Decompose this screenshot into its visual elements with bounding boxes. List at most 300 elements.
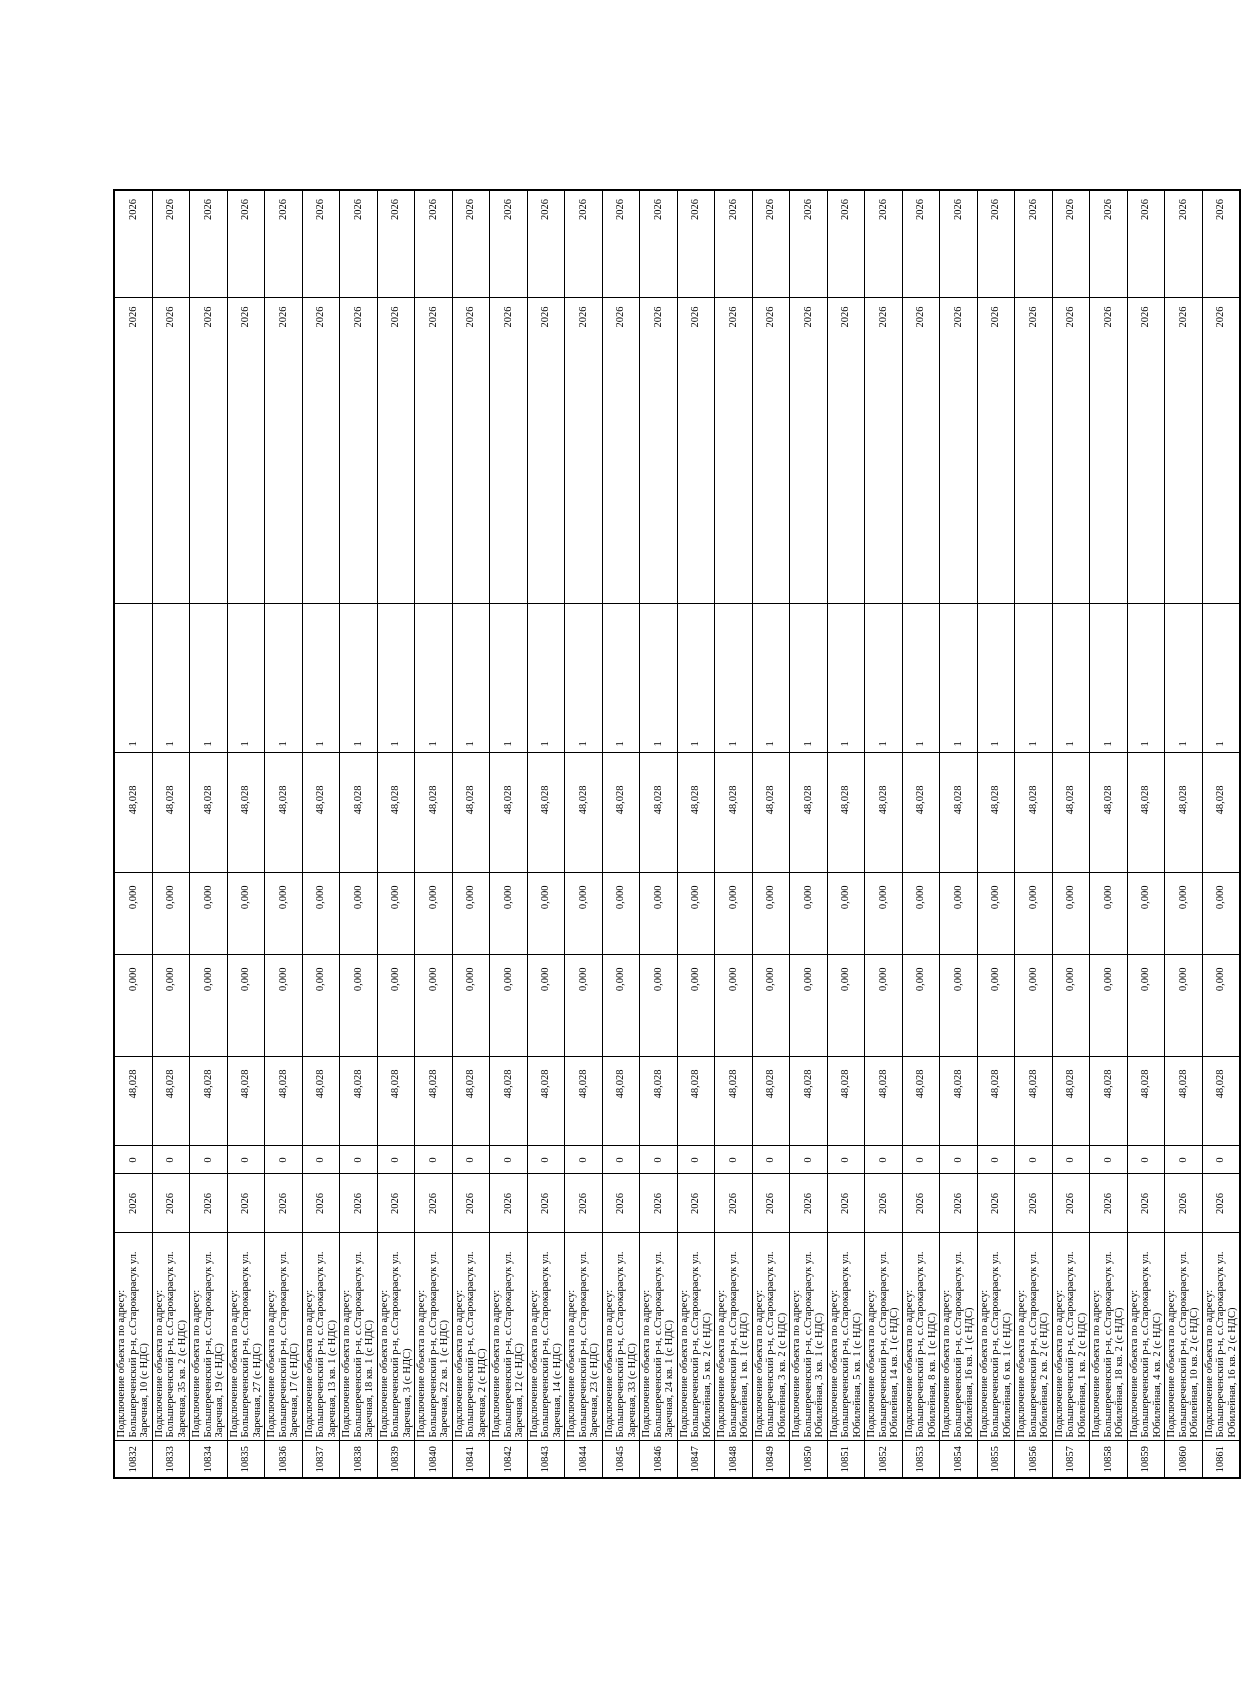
total-cost-cell: 48,028 <box>1052 1057 1090 1146</box>
start-year-cell: 2026 <box>677 1174 715 1233</box>
value-3-cell: 48,028 <box>640 753 678 873</box>
total-cost-cell: 48,028 <box>1127 1057 1165 1146</box>
quantity-cell: 1 <box>790 604 828 753</box>
value-2-cell: 0,000 <box>452 873 490 955</box>
year-b-cell: 2026 <box>790 190 828 298</box>
quantity-cell: 1 <box>340 604 378 753</box>
year-a-cell: 2026 <box>527 298 565 604</box>
value-2-cell: 0,000 <box>865 873 903 955</box>
value-3-cell: 48,028 <box>752 753 790 873</box>
total-cost-cell: 48,028 <box>190 1057 228 1146</box>
zero-value-cell: 0 <box>827 1146 865 1174</box>
zero-value-cell: 0 <box>415 1146 453 1174</box>
table-row <box>752 190 790 1478</box>
value-1-cell: 0,000 <box>490 955 528 1057</box>
value-3-cell: 48,028 <box>602 753 640 873</box>
total-cost-cell: 48,028 <box>715 1057 753 1146</box>
value-1-cell: 0,000 <box>1090 955 1128 1057</box>
description-cell: Подключение объекта по адресу: Большереченский р-н, с.Старокарасук ул. Заречная, 12 (с НДС) <box>490 1233 528 1441</box>
row-id-cell: 10832 <box>114 1441 152 1478</box>
value-1-cell: 0,000 <box>677 955 715 1057</box>
year-a-cell: 2026 <box>602 298 640 604</box>
row-id-cell: 10847 <box>677 1441 715 1478</box>
value-1-cell: 0,000 <box>790 955 828 1057</box>
description-cell: Подключение объекта по адресу: Большереченский р-н, с.Старокарасук ул. Юбилейная, 1 кв. 1 (с НДС) <box>715 1233 753 1441</box>
quantity-cell: 1 <box>377 604 415 753</box>
description-cell: Подключение объекта по адресу: Большереченский р-н, с.Старокарасук ул. Заречная, 2 (с НДС) <box>452 1233 490 1441</box>
value-2-cell: 0,000 <box>940 873 978 955</box>
start-year-cell: 2026 <box>190 1174 228 1233</box>
quantity-cell: 1 <box>640 604 678 753</box>
start-year-cell: 2026 <box>265 1174 303 1233</box>
year-b-cell: 2026 <box>1202 190 1240 298</box>
value-3-cell: 48,028 <box>377 753 415 873</box>
start-year-cell: 2026 <box>790 1174 828 1233</box>
value-2-cell: 0,000 <box>1015 873 1053 955</box>
year-a-cell: 2026 <box>1015 298 1053 604</box>
zero-value-cell: 0 <box>227 1146 265 1174</box>
start-year-cell: 2026 <box>827 1174 865 1233</box>
value-3-cell: 48,028 <box>302 753 340 873</box>
value-3-cell: 48,028 <box>152 753 190 873</box>
value-2-cell: 0,000 <box>152 873 190 955</box>
year-b-cell: 2026 <box>902 190 940 298</box>
year-a-cell: 2026 <box>1165 298 1203 604</box>
start-year-cell: 2026 <box>865 1174 903 1233</box>
start-year-cell: 2026 <box>977 1174 1015 1233</box>
row-id-cell: 10860 <box>1165 1441 1203 1478</box>
value-3-cell: 48,028 <box>265 753 303 873</box>
value-2-cell: 0,000 <box>527 873 565 955</box>
value-2-cell: 0,000 <box>1052 873 1090 955</box>
quantity-cell: 1 <box>565 604 603 753</box>
year-b-cell: 2026 <box>377 190 415 298</box>
start-year-cell: 2026 <box>340 1174 378 1233</box>
year-b-cell: 2026 <box>715 190 753 298</box>
description-cell: Подключение объекта по адресу: Большереченский р-н, с.Старокарасук ул. Заречная, 17 (с НДС) <box>265 1233 303 1441</box>
value-1-cell: 0,000 <box>1015 955 1053 1057</box>
year-b-cell: 2026 <box>1090 190 1128 298</box>
table-row <box>565 190 603 1478</box>
value-2-cell: 0,000 <box>715 873 753 955</box>
description-cell: Подключение объекта по адресу: Большереченский р-н, с.Старокарасук ул. Заречная, 14 (с НДС) <box>527 1233 565 1441</box>
year-a-cell: 2026 <box>415 298 453 604</box>
value-3-cell: 48,028 <box>1165 753 1203 873</box>
table-body <box>114 190 1240 1478</box>
year-a-cell: 2026 <box>827 298 865 604</box>
row-id-cell: 10845 <box>602 1441 640 1478</box>
value-2-cell: 0,000 <box>302 873 340 955</box>
table-row <box>265 190 303 1478</box>
value-1-cell: 0,000 <box>340 955 378 1057</box>
description-cell: Подключение объекта по адресу: Большереченский р-н, с.Старокарасук ул. Юбилейная, 16 кв. 2 (с НДС) <box>1202 1233 1240 1441</box>
total-cost-cell: 48,028 <box>1165 1057 1203 1146</box>
start-year-cell: 2026 <box>114 1174 152 1233</box>
value-3-cell: 48,028 <box>677 753 715 873</box>
value-1-cell: 0,000 <box>640 955 678 1057</box>
value-1-cell: 0,000 <box>1202 955 1240 1057</box>
zero-value-cell: 0 <box>565 1146 603 1174</box>
start-year-cell: 2026 <box>940 1174 978 1233</box>
total-cost-cell: 48,028 <box>490 1057 528 1146</box>
year-a-cell: 2026 <box>302 298 340 604</box>
table-row <box>415 190 453 1478</box>
value-3-cell: 48,028 <box>1090 753 1128 873</box>
value-3-cell: 48,028 <box>790 753 828 873</box>
year-a-cell: 2026 <box>490 298 528 604</box>
value-3-cell: 48,028 <box>902 753 940 873</box>
year-b-cell: 2026 <box>190 190 228 298</box>
zero-value-cell: 0 <box>790 1146 828 1174</box>
value-2-cell: 0,000 <box>1165 873 1203 955</box>
description-cell: Подключение объекта по адресу: Большереченский р-н, с.Старокарасук ул. Заречная, 24 кв. 1 (с НДС) <box>640 1233 678 1441</box>
table-row <box>977 190 1015 1478</box>
quantity-cell: 1 <box>1202 604 1240 753</box>
value-3-cell: 48,028 <box>865 753 903 873</box>
table-row <box>452 190 490 1478</box>
value-3-cell: 48,028 <box>415 753 453 873</box>
zero-value-cell: 0 <box>602 1146 640 1174</box>
quantity-cell: 1 <box>452 604 490 753</box>
quantity-cell: 1 <box>190 604 228 753</box>
table-row <box>640 190 678 1478</box>
value-1-cell: 0,000 <box>377 955 415 1057</box>
table-row <box>527 190 565 1478</box>
year-b-cell: 2026 <box>827 190 865 298</box>
year-a-cell: 2026 <box>1127 298 1165 604</box>
row-id-cell: 10841 <box>452 1441 490 1478</box>
description-cell: Подключение объекта по адресу: Большереченский р-н, с.Старокарасук ул. Юбилейная, 14 кв. 1 (с НДС) <box>865 1233 903 1441</box>
row-id-cell: 10849 <box>752 1441 790 1478</box>
value-2-cell: 0,000 <box>790 873 828 955</box>
quantity-cell: 1 <box>902 604 940 753</box>
zero-value-cell: 0 <box>640 1146 678 1174</box>
value-3-cell: 48,028 <box>1052 753 1090 873</box>
description-cell: Подключение объекта по адресу: Большереченский р-н, с.Старокарасук ул. Заречная, 19 (с НДС) <box>190 1233 228 1441</box>
year-b-cell: 2026 <box>490 190 528 298</box>
value-2-cell: 0,000 <box>1090 873 1128 955</box>
zero-value-cell: 0 <box>752 1146 790 1174</box>
value-2-cell: 0,000 <box>490 873 528 955</box>
start-year-cell: 2026 <box>602 1174 640 1233</box>
total-cost-cell: 48,028 <box>640 1057 678 1146</box>
value-2-cell: 0,000 <box>677 873 715 955</box>
table-row <box>1015 190 1053 1478</box>
zero-value-cell: 0 <box>190 1146 228 1174</box>
value-1-cell: 0,000 <box>977 955 1015 1057</box>
start-year-cell: 2026 <box>152 1174 190 1233</box>
description-cell: Подключение объекта по адресу: Большереченский р-н, с.Старокарасук ул. Заречная, 13 кв. 1 (с НДС) <box>302 1233 340 1441</box>
year-a-cell: 2026 <box>715 298 753 604</box>
start-year-cell: 2026 <box>1052 1174 1090 1233</box>
year-b-cell: 2026 <box>265 190 303 298</box>
year-a-cell: 2026 <box>677 298 715 604</box>
year-b-cell: 2026 <box>977 190 1015 298</box>
zero-value-cell: 0 <box>1165 1146 1203 1174</box>
row-id-cell: 10851 <box>827 1441 865 1478</box>
table-row <box>1052 190 1090 1478</box>
year-b-cell: 2026 <box>940 190 978 298</box>
quantity-cell: 1 <box>302 604 340 753</box>
table-row <box>1165 190 1203 1478</box>
description-cell: Подключение объекта по адресу: Большереченский р-н, с.Старокарасук ул. Заречная, 27 (с НДС) <box>227 1233 265 1441</box>
zero-value-cell: 0 <box>865 1146 903 1174</box>
total-cost-cell: 48,028 <box>340 1057 378 1146</box>
zero-value-cell: 0 <box>302 1146 340 1174</box>
year-a-cell: 2026 <box>640 298 678 604</box>
value-3-cell: 48,028 <box>340 753 378 873</box>
row-id-cell: 10850 <box>790 1441 828 1478</box>
start-year-cell: 2026 <box>527 1174 565 1233</box>
start-year-cell: 2026 <box>1090 1174 1128 1233</box>
value-3-cell: 48,028 <box>1015 753 1053 873</box>
zero-value-cell: 0 <box>377 1146 415 1174</box>
quantity-cell: 1 <box>940 604 978 753</box>
quantity-cell: 1 <box>152 604 190 753</box>
value-2-cell: 0,000 <box>565 873 603 955</box>
description-cell: Подключение объекта по адресу: Большереченский р-н, с.Старокарасук ул. Заречная, 3 (с НДС) <box>377 1233 415 1441</box>
quantity-cell: 1 <box>227 604 265 753</box>
year-b-cell: 2026 <box>1052 190 1090 298</box>
value-2-cell: 0,000 <box>752 873 790 955</box>
quantity-cell: 1 <box>977 604 1015 753</box>
year-b-cell: 2026 <box>227 190 265 298</box>
quantity-cell: 1 <box>1165 604 1203 753</box>
value-1-cell: 0,000 <box>902 955 940 1057</box>
value-1-cell: 0,000 <box>752 955 790 1057</box>
total-cost-cell: 48,028 <box>377 1057 415 1146</box>
value-3-cell: 48,028 <box>940 753 978 873</box>
total-cost-cell: 48,028 <box>1015 1057 1053 1146</box>
zero-value-cell: 0 <box>1202 1146 1240 1174</box>
year-a-cell: 2026 <box>865 298 903 604</box>
start-year-cell: 2026 <box>752 1174 790 1233</box>
value-1-cell: 0,000 <box>527 955 565 1057</box>
table-row <box>190 190 228 1478</box>
table-row <box>114 190 152 1478</box>
total-cost-cell: 48,028 <box>452 1057 490 1146</box>
table-row <box>152 190 190 1478</box>
table-row <box>677 190 715 1478</box>
year-b-cell: 2026 <box>752 190 790 298</box>
table-row <box>227 190 265 1478</box>
year-a-cell: 2026 <box>1052 298 1090 604</box>
value-3-cell: 48,028 <box>227 753 265 873</box>
year-b-cell: 2026 <box>1127 190 1165 298</box>
zero-value-cell: 0 <box>715 1146 753 1174</box>
zero-value-cell: 0 <box>452 1146 490 1174</box>
total-cost-cell: 48,028 <box>752 1057 790 1146</box>
year-b-cell: 2026 <box>527 190 565 298</box>
quantity-cell: 1 <box>752 604 790 753</box>
value-2-cell: 0,000 <box>190 873 228 955</box>
zero-value-cell: 0 <box>977 1146 1015 1174</box>
description-cell: Подключение объекта по адресу: Большереченский р-н, с.Старокарасук ул. Юбилейная, 4 кв. 2 (с НДС) <box>1127 1233 1165 1441</box>
row-id-cell: 10857 <box>1052 1441 1090 1478</box>
value-3-cell: 48,028 <box>452 753 490 873</box>
year-b-cell: 2026 <box>865 190 903 298</box>
description-cell: Подключение объекта по адресу: Большереченский р-н, с.Старокарасук ул. Юбилейная, 6 кв. 1 (с НДС) <box>977 1233 1015 1441</box>
total-cost-cell: 48,028 <box>415 1057 453 1146</box>
quantity-cell: 1 <box>265 604 303 753</box>
quantity-cell: 1 <box>1127 604 1165 753</box>
value-1-cell: 0,000 <box>865 955 903 1057</box>
description-cell: Подключение объекта по адресу: Большереченский р-н, с.Старокарасук ул. Юбилейная, 16 кв. 1 (с НДС) <box>940 1233 978 1441</box>
year-a-cell: 2026 <box>565 298 603 604</box>
quantity-cell: 1 <box>1052 604 1090 753</box>
value-3-cell: 48,028 <box>114 753 152 873</box>
row-id-cell: 10854 <box>940 1441 978 1478</box>
table-row <box>790 190 828 1478</box>
year-b-cell: 2026 <box>152 190 190 298</box>
table-row <box>715 190 753 1478</box>
row-id-cell: 10859 <box>1127 1441 1165 1478</box>
row-id-cell: 10858 <box>1090 1441 1128 1478</box>
value-1-cell: 0,000 <box>114 955 152 1057</box>
start-year-cell: 2026 <box>1015 1174 1053 1233</box>
year-a-cell: 2026 <box>902 298 940 604</box>
value-2-cell: 0,000 <box>977 873 1015 955</box>
zero-value-cell: 0 <box>265 1146 303 1174</box>
rotated-page <box>113 191 1238 1479</box>
row-id-cell: 10833 <box>152 1441 190 1478</box>
value-2-cell: 0,000 <box>602 873 640 955</box>
row-id-cell: 10834 <box>190 1441 228 1478</box>
description-cell: Подключение объекта по адресу: Большереченский р-н, с.Старокарасук ул. Юбилейная, 1 кв. 2 (с НДС) <box>1052 1233 1090 1441</box>
table-row <box>377 190 415 1478</box>
description-cell: Подключение объекта по адресу: Большереченский р-н, с.Старокарасук ул. Юбилейная, 10 кв. 2 (с НДС) <box>1165 1233 1203 1441</box>
table-row <box>902 190 940 1478</box>
description-cell: Подключение объекта по адресу: Большереченский р-н, с.Старокарасук ул. Юбилейная, 2 кв. 2 (с НДС) <box>1015 1233 1053 1441</box>
zero-value-cell: 0 <box>1127 1146 1165 1174</box>
quantity-cell: 1 <box>865 604 903 753</box>
value-1-cell: 0,000 <box>565 955 603 1057</box>
zero-value-cell: 0 <box>677 1146 715 1174</box>
total-cost-cell: 48,028 <box>827 1057 865 1146</box>
zero-value-cell: 0 <box>490 1146 528 1174</box>
value-3-cell: 48,028 <box>490 753 528 873</box>
value-2-cell: 0,000 <box>902 873 940 955</box>
row-id-cell: 10861 <box>1202 1441 1240 1478</box>
quantity-cell: 1 <box>490 604 528 753</box>
zero-value-cell: 0 <box>902 1146 940 1174</box>
row-id-cell: 10839 <box>377 1441 415 1478</box>
zero-value-cell: 0 <box>527 1146 565 1174</box>
year-a-cell: 2026 <box>752 298 790 604</box>
total-cost-cell: 48,028 <box>1202 1057 1240 1146</box>
table-row <box>940 190 978 1478</box>
start-year-cell: 2026 <box>227 1174 265 1233</box>
row-id-cell: 10844 <box>565 1441 603 1478</box>
table-row <box>302 190 340 1478</box>
value-2-cell: 0,000 <box>114 873 152 955</box>
row-id-cell: 10840 <box>415 1441 453 1478</box>
row-id-cell: 10835 <box>227 1441 265 1478</box>
quantity-cell: 1 <box>114 604 152 753</box>
zero-value-cell: 0 <box>1090 1146 1128 1174</box>
quantity-cell: 1 <box>677 604 715 753</box>
zero-value-cell: 0 <box>940 1146 978 1174</box>
year-b-cell: 2026 <box>565 190 603 298</box>
description-cell: Подключение объекта по адресу: Большереченский р-н, с.Старокарасук ул. Заречная, 35 кв. 2 (с НДС) <box>152 1233 190 1441</box>
year-b-cell: 2026 <box>340 190 378 298</box>
total-cost-cell: 48,028 <box>114 1057 152 1146</box>
table-row <box>827 190 865 1478</box>
value-3-cell: 48,028 <box>190 753 228 873</box>
table-row <box>340 190 378 1478</box>
quantity-cell: 1 <box>602 604 640 753</box>
total-cost-cell: 48,028 <box>265 1057 303 1146</box>
value-2-cell: 0,000 <box>1127 873 1165 955</box>
start-year-cell: 2026 <box>302 1174 340 1233</box>
total-cost-cell: 48,028 <box>227 1057 265 1146</box>
row-id-cell: 10848 <box>715 1441 753 1478</box>
row-id-cell: 10838 <box>340 1441 378 1478</box>
row-id-cell: 10836 <box>265 1441 303 1478</box>
value-1-cell: 0,000 <box>452 955 490 1057</box>
total-cost-cell: 48,028 <box>940 1057 978 1146</box>
quantity-cell: 1 <box>527 604 565 753</box>
value-1-cell: 0,000 <box>227 955 265 1057</box>
total-cost-cell: 48,028 <box>677 1057 715 1146</box>
total-cost-cell: 48,028 <box>302 1057 340 1146</box>
total-cost-cell: 48,028 <box>152 1057 190 1146</box>
value-3-cell: 48,028 <box>827 753 865 873</box>
start-year-cell: 2026 <box>452 1174 490 1233</box>
start-year-cell: 2026 <box>415 1174 453 1233</box>
start-year-cell: 2026 <box>1202 1174 1240 1233</box>
year-a-cell: 2026 <box>452 298 490 604</box>
row-id-cell: 10853 <box>902 1441 940 1478</box>
row-id-cell: 10846 <box>640 1441 678 1478</box>
table-row <box>1202 190 1240 1478</box>
zero-value-cell: 0 <box>114 1146 152 1174</box>
table-row <box>1127 190 1165 1478</box>
start-year-cell: 2026 <box>490 1174 528 1233</box>
value-2-cell: 0,000 <box>415 873 453 955</box>
start-year-cell: 2026 <box>1165 1174 1203 1233</box>
value-1-cell: 0,000 <box>190 955 228 1057</box>
year-a-cell: 2026 <box>227 298 265 604</box>
value-1-cell: 0,000 <box>1127 955 1165 1057</box>
year-a-cell: 2026 <box>265 298 303 604</box>
value-3-cell: 48,028 <box>1202 753 1240 873</box>
start-year-cell: 2026 <box>640 1174 678 1233</box>
value-3-cell: 48,028 <box>527 753 565 873</box>
description-cell: Подключение объекта по адресу: Большереченский р-н, с.Старокарасук ул. Юбилейная, 5 кв. 1 (с НДС) <box>827 1233 865 1441</box>
total-cost-cell: 48,028 <box>602 1057 640 1146</box>
value-1-cell: 0,000 <box>415 955 453 1057</box>
year-b-cell: 2026 <box>1015 190 1053 298</box>
investment-table <box>113 189 1241 1479</box>
table-row <box>602 190 640 1478</box>
description-cell: Подключение объекта по адресу: Большереченский р-н, с.Старокарасук ул. Юбилейная, 3 кв. 2 (с НДС) <box>752 1233 790 1441</box>
row-id-cell: 10842 <box>490 1441 528 1478</box>
value-1-cell: 0,000 <box>715 955 753 1057</box>
description-cell: Подключение объекта по адресу: Большереченский р-н, с.Старокарасук ул. Заречная, 33 (с НДС) <box>602 1233 640 1441</box>
year-b-cell: 2026 <box>602 190 640 298</box>
total-cost-cell: 48,028 <box>527 1057 565 1146</box>
total-cost-cell: 48,028 <box>902 1057 940 1146</box>
year-a-cell: 2026 <box>1090 298 1128 604</box>
quantity-cell: 1 <box>827 604 865 753</box>
row-id-cell: 10855 <box>977 1441 1015 1478</box>
year-b-cell: 2026 <box>415 190 453 298</box>
value-2-cell: 0,000 <box>640 873 678 955</box>
year-b-cell: 2026 <box>677 190 715 298</box>
value-1-cell: 0,000 <box>827 955 865 1057</box>
start-year-cell: 2026 <box>1127 1174 1165 1233</box>
